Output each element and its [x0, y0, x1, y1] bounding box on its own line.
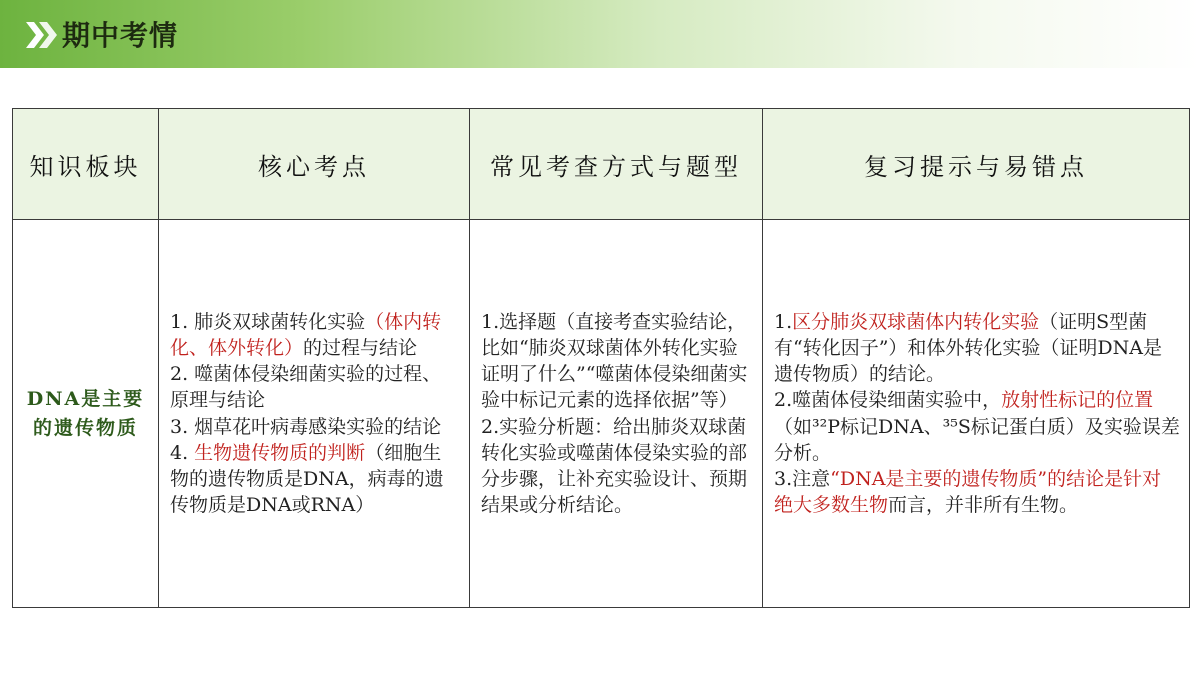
page-header: [0, 0, 1200, 68]
chevron-right-icon: [26, 20, 58, 50]
list-item: 1.选择题（直接考查实验结论，比如“肺炎双球菌体外转化实验证明了什么”“噬菌体侵染细菌实验中标记元素的选择依据”等）: [481, 310, 748, 412]
page-title: 期中考情: [62, 19, 179, 52]
column-header: 常见考查方式与题型: [470, 109, 763, 220]
exam-summary-table: [12, 108, 1190, 608]
list-item: 2. 噬菌体侵染细菌实验的过程、原理与结论: [170, 363, 442, 412]
review-tips-cell: [763, 220, 1190, 608]
list-item: 2.实验分析题：给出肺炎双球菌转化实验或噬菌体侵染实验的部分步骤，让补充实验设计、预期结果或分析结论。: [481, 415, 748, 517]
column-header: 知识板块: [13, 109, 159, 220]
list-item: 1. 肺炎双球菌转化实验（体内转化、体外转化）的过程与结论: [170, 310, 442, 359]
list-item: 4. 生物遗传物质的判断（细胞生物的遗传物质是DNA，病毒的遗传物质是DNA或RNA）: [170, 441, 444, 517]
column-header: 核心考点: [159, 109, 470, 220]
list-item: 2.噬菌体侵染细菌实验中，放射性标记的位置（如³²P标记DNA、³⁵S标记蛋白质）及实验误差分析。: [774, 389, 1180, 464]
knowledge-block-cell: [13, 220, 159, 608]
list-item: 3. 烟草花叶病毒感染实验的结论: [170, 415, 442, 438]
list-item: 1.区分肺炎双球菌体内转化实验（证明S型菌有“转化因子”）和体外转化实验（证明DNA是遗传物质）的结论。: [774, 310, 1163, 386]
table-header-row: [13, 109, 1190, 220]
core-points-cell: [159, 220, 470, 608]
table-row: [13, 220, 1190, 608]
list-item: 3.注意“DNA是主要的遗传物质”的结论是针对绝大多数生物而言，并非所有生物。: [774, 467, 1162, 517]
knowledge-block-text: DNA是主要的遗传物质: [26, 388, 145, 439]
column-header: 复习提示与易错点: [763, 109, 1190, 220]
question-types-cell: [470, 220, 763, 608]
